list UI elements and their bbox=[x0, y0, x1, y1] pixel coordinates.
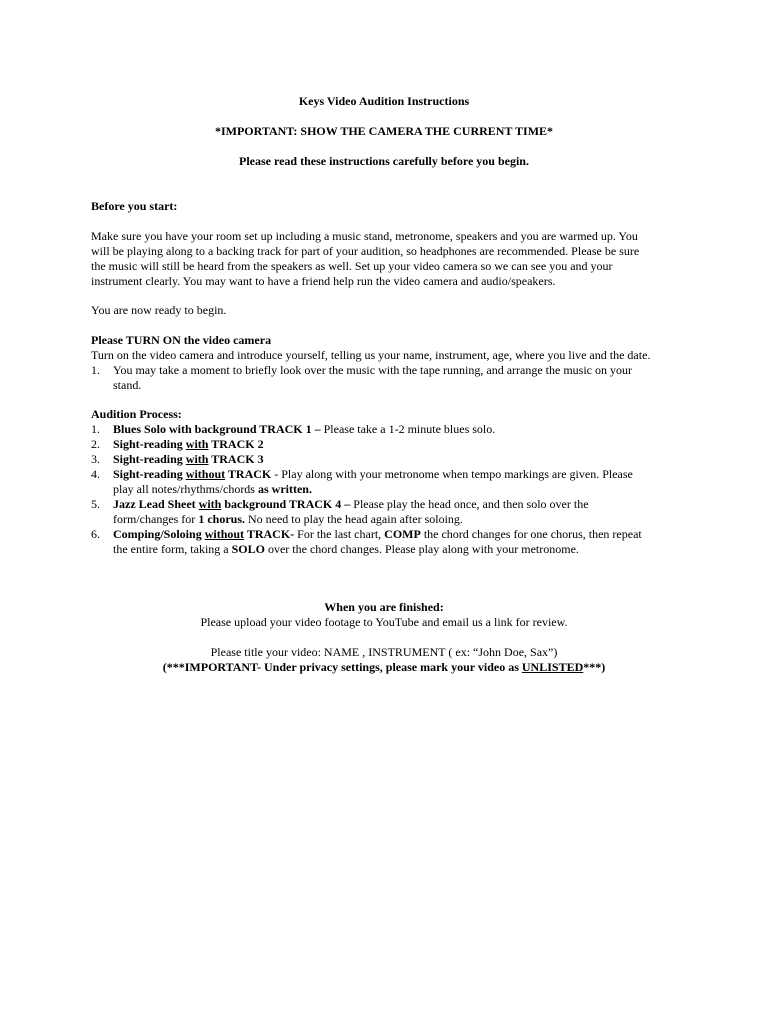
item-bold-text: TRACK- bbox=[244, 527, 295, 541]
item-text: - Play along with your metronome when tempo markings are given. Please bbox=[271, 467, 633, 481]
privacy-text: ***) bbox=[583, 660, 606, 674]
item-bold-text: TRACK 3 bbox=[208, 452, 264, 466]
item-text: Please take a 1-2 minute blues solo. bbox=[320, 422, 496, 436]
item-text: Please play the head once, and then solo over the bbox=[350, 497, 589, 511]
item-bold-text: Jazz Lead Sheet bbox=[113, 497, 199, 511]
read-carefully-notice: Please read these instructions carefully before you begin. bbox=[239, 154, 529, 168]
item-underlined-text: without bbox=[185, 467, 226, 481]
paragraph-line: Make sure you have your room set up including a music stand, metronome, speakers and you are warmed up. You bbox=[91, 229, 638, 243]
item-bold-text: Blues Solo with background TRACK 1 – bbox=[113, 422, 321, 436]
privacy-notice bbox=[0, 660, 768, 675]
list-item bbox=[91, 452, 691, 467]
item-bold-text: 1 chorus. bbox=[198, 512, 245, 526]
list-item-line bbox=[113, 467, 691, 482]
item-text: the entire form, taking a bbox=[113, 542, 232, 556]
item-bold-text: as written. bbox=[257, 482, 312, 496]
list-item bbox=[91, 437, 691, 452]
item-text: over the chord changes. Please play along with your metronome. bbox=[264, 542, 579, 556]
list-item-line bbox=[113, 527, 691, 542]
item-underlined-text: without bbox=[204, 527, 245, 541]
item-text: the chord changes for one chorus, then repeat bbox=[420, 527, 642, 541]
item-bold-text: Sight-reading bbox=[113, 437, 186, 451]
list-item bbox=[91, 527, 691, 557]
list-item bbox=[91, 363, 691, 393]
video-title-instructions: Please title your video: NAME , INSTRUMENT ( ex: “John Doe, Sax”) bbox=[210, 645, 558, 659]
turn-on-heading: Please TURN ON the video camera bbox=[91, 333, 272, 347]
list-item-line bbox=[113, 482, 691, 497]
ready-text: You are now ready to begin. bbox=[91, 303, 227, 317]
item-bold-text: COMP bbox=[384, 527, 421, 541]
before-start-paragraph bbox=[91, 229, 691, 289]
list-number: 4. bbox=[91, 467, 100, 481]
paragraph-line: the music will still be heard from the speakers as well. Set up your video camera so we can see you and your bbox=[91, 259, 613, 273]
list-item-line bbox=[113, 512, 691, 527]
list-item-line bbox=[113, 422, 691, 437]
item-text: For the last chart, bbox=[294, 527, 385, 541]
audition-section bbox=[91, 407, 691, 557]
list-item bbox=[91, 497, 691, 527]
list-item bbox=[91, 422, 691, 437]
item-bold-text: Comping/Soloing bbox=[113, 527, 205, 541]
list-item-line bbox=[113, 497, 691, 512]
list-item-line bbox=[113, 542, 691, 557]
item-text: No need to play the head again after soloing. bbox=[244, 512, 463, 526]
list-item-line: You may take a moment to briefly look over the music with the tape running, and arrange the music on your bbox=[113, 363, 632, 377]
list-item-line bbox=[113, 437, 691, 452]
list-number: 1. bbox=[91, 363, 100, 377]
turn-on-section bbox=[91, 333, 691, 393]
list-number: 2. bbox=[91, 437, 100, 451]
upload-instructions: Please upload your video footage to YouTube and email us a link for review. bbox=[200, 615, 568, 629]
audition-heading: Audition Process: bbox=[91, 407, 182, 421]
unlisted-text: UNLISTED bbox=[521, 660, 584, 674]
finished-heading: When you are finished: bbox=[324, 600, 444, 614]
item-text: form/changes for bbox=[113, 512, 199, 526]
document-title: Keys Video Audition Instructions bbox=[298, 94, 470, 108]
paragraph-line: will be playing along to a backing track for part of your audition, so headphones are recommended. Please be sure bbox=[91, 244, 640, 258]
item-underlined-text: with bbox=[185, 437, 209, 451]
item-bold-text: Sight-reading bbox=[113, 467, 186, 481]
turn-on-intro: Turn on the video camera and introduce yourself, telling us your name, instrument, age, where you live and the date. bbox=[91, 348, 651, 362]
item-bold-text: background TRACK 4 – bbox=[221, 497, 351, 511]
list-item-line bbox=[113, 452, 691, 467]
item-bold-text: Sight-reading bbox=[113, 452, 186, 466]
item-underlined-text: with bbox=[185, 452, 209, 466]
item-bold-text: SOLO bbox=[231, 542, 265, 556]
privacy-text: (***IMPORTANT- Under privacy settings, please mark your video as bbox=[162, 660, 522, 674]
before-start-heading: Before you start: bbox=[91, 199, 178, 213]
item-bold-text: TRACK 2 bbox=[208, 437, 264, 451]
item-bold-text: TRACK bbox=[225, 467, 272, 481]
list-item-line: stand. bbox=[113, 378, 142, 392]
list-number: 3. bbox=[91, 452, 100, 466]
list-number: 1. bbox=[91, 422, 100, 436]
list-number: 6. bbox=[91, 527, 100, 541]
item-underlined-text: with bbox=[198, 497, 222, 511]
list-item bbox=[91, 467, 691, 497]
paragraph-line: instrument clearly. You may want to have a friend help run the video camera and audio/speakers. bbox=[91, 274, 556, 288]
item-text: play all notes/rhythms/chords bbox=[113, 482, 258, 496]
list-number: 5. bbox=[91, 497, 100, 511]
important-time-notice: *IMPORTANT: SHOW THE CAMERA THE CURRENT TIME* bbox=[214, 124, 554, 138]
